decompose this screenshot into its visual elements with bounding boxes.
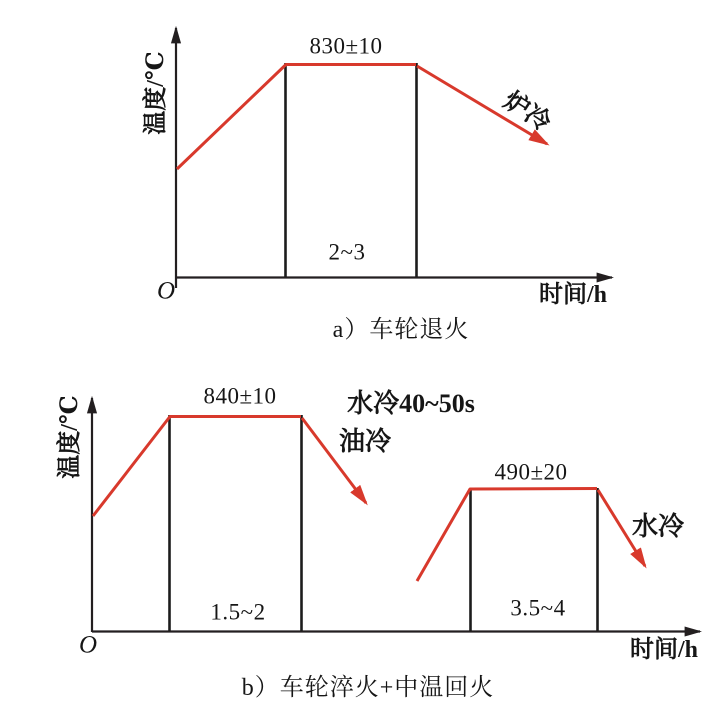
chart-b-water-cool-label: 水冷 <box>631 512 685 541</box>
chart-b-quench-heating-hold <box>93 417 301 517</box>
chart-b-temper-hold-time-label: 3.5~4 <box>510 595 566 621</box>
chart-b-y-axis-label: 温度/℃ <box>57 395 83 479</box>
chart-b-temper-heating-hold <box>417 489 597 582</box>
chart-a-origin-label: O <box>156 277 176 305</box>
chart-a-caption: a）车轮退火 <box>332 317 470 343</box>
chart-b-temper-peak-temperature-label: 490±20 <box>494 459 568 485</box>
chart-a-x-axis-label: 时间/h <box>538 282 608 308</box>
chart-a-furnace-cool-label: 炉冷 <box>498 87 556 137</box>
chart-a-peak-temperature-label: 830±10 <box>309 33 383 59</box>
chart-a-axes <box>176 28 612 288</box>
chart-b-oil-quench-label: 油冷 <box>338 427 392 456</box>
chart-b-origin-label: O <box>78 631 98 659</box>
chart-b-quench-hold-time-label: 1.5~2 <box>210 599 266 625</box>
chart-b-x-axis-label: 时间/h <box>629 637 699 663</box>
chart-a-temperature-curve <box>177 65 547 170</box>
chart-b-water-quench-label: 水冷40~50s <box>347 389 475 418</box>
chart-b-caption: b）车轮淬火+中温回火 <box>241 675 495 701</box>
chart-a-hold-time-label: 2~3 <box>328 239 366 265</box>
chart-a-y-axis-label: 温度/℃ <box>143 51 169 135</box>
chart-b-quench-peak-temperature-label: 840±10 <box>203 383 277 409</box>
chart-b-axes <box>92 398 700 632</box>
